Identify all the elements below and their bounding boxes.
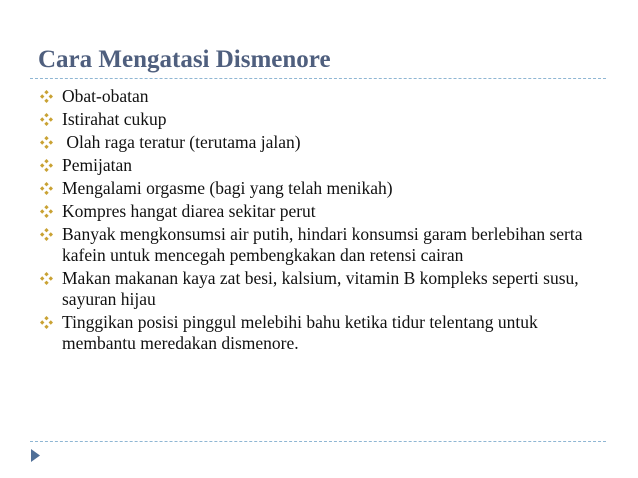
list-item-text: Istirahat cukup [62,109,167,129]
list-item [38,201,598,222]
list-item [38,155,598,176]
list-item-text: Pemijatan [62,155,132,175]
diamond-dots-icon [40,113,53,126]
title-divider [30,78,606,79]
list-item [38,178,598,199]
footer-divider [30,441,606,442]
list-item [38,312,598,354]
list-item-text: Tinggikan posisi pinggul melebihi bahu ketika tidur telentang untuk membantu meredakan dismenore. [62,312,543,353]
list-item-text: Banyak mengkonsumsi air putih, hindari konsumsi garam berlebihan serta kafein untuk mencegah pembengkakan dan retensi cairan [62,224,587,265]
list-item [38,268,598,310]
diamond-dots-icon [40,316,53,329]
list-item [38,109,598,130]
diamond-dots-icon [40,228,53,241]
list-item-text: Olah raga teratur (terutama jalan) [62,132,301,152]
diamond-dots-icon [40,136,53,149]
list-item-text: Makan makanan kaya zat besi, kalsium, vitamin B kompleks seperti susu, sayuran hijau [62,268,584,309]
list-item [38,224,598,266]
play-arrow-icon [31,449,40,462]
list-item-text: Mengalami orgasme (bagi yang telah menikah) [62,178,393,198]
bullet-list [38,86,598,356]
diamond-dots-icon [40,272,53,285]
list-item [38,132,598,153]
diamond-dots-icon [40,205,53,218]
diamond-dots-icon [40,159,53,172]
diamond-dots-icon [40,90,53,103]
list-item [38,86,598,107]
list-item-text: Obat-obatan [62,86,149,106]
diamond-dots-icon [40,182,53,195]
list-item-text: Kompres hangat diarea sekitar perut [62,201,316,221]
slide-title: Cara Mengatasi Dismenore [38,46,331,73]
